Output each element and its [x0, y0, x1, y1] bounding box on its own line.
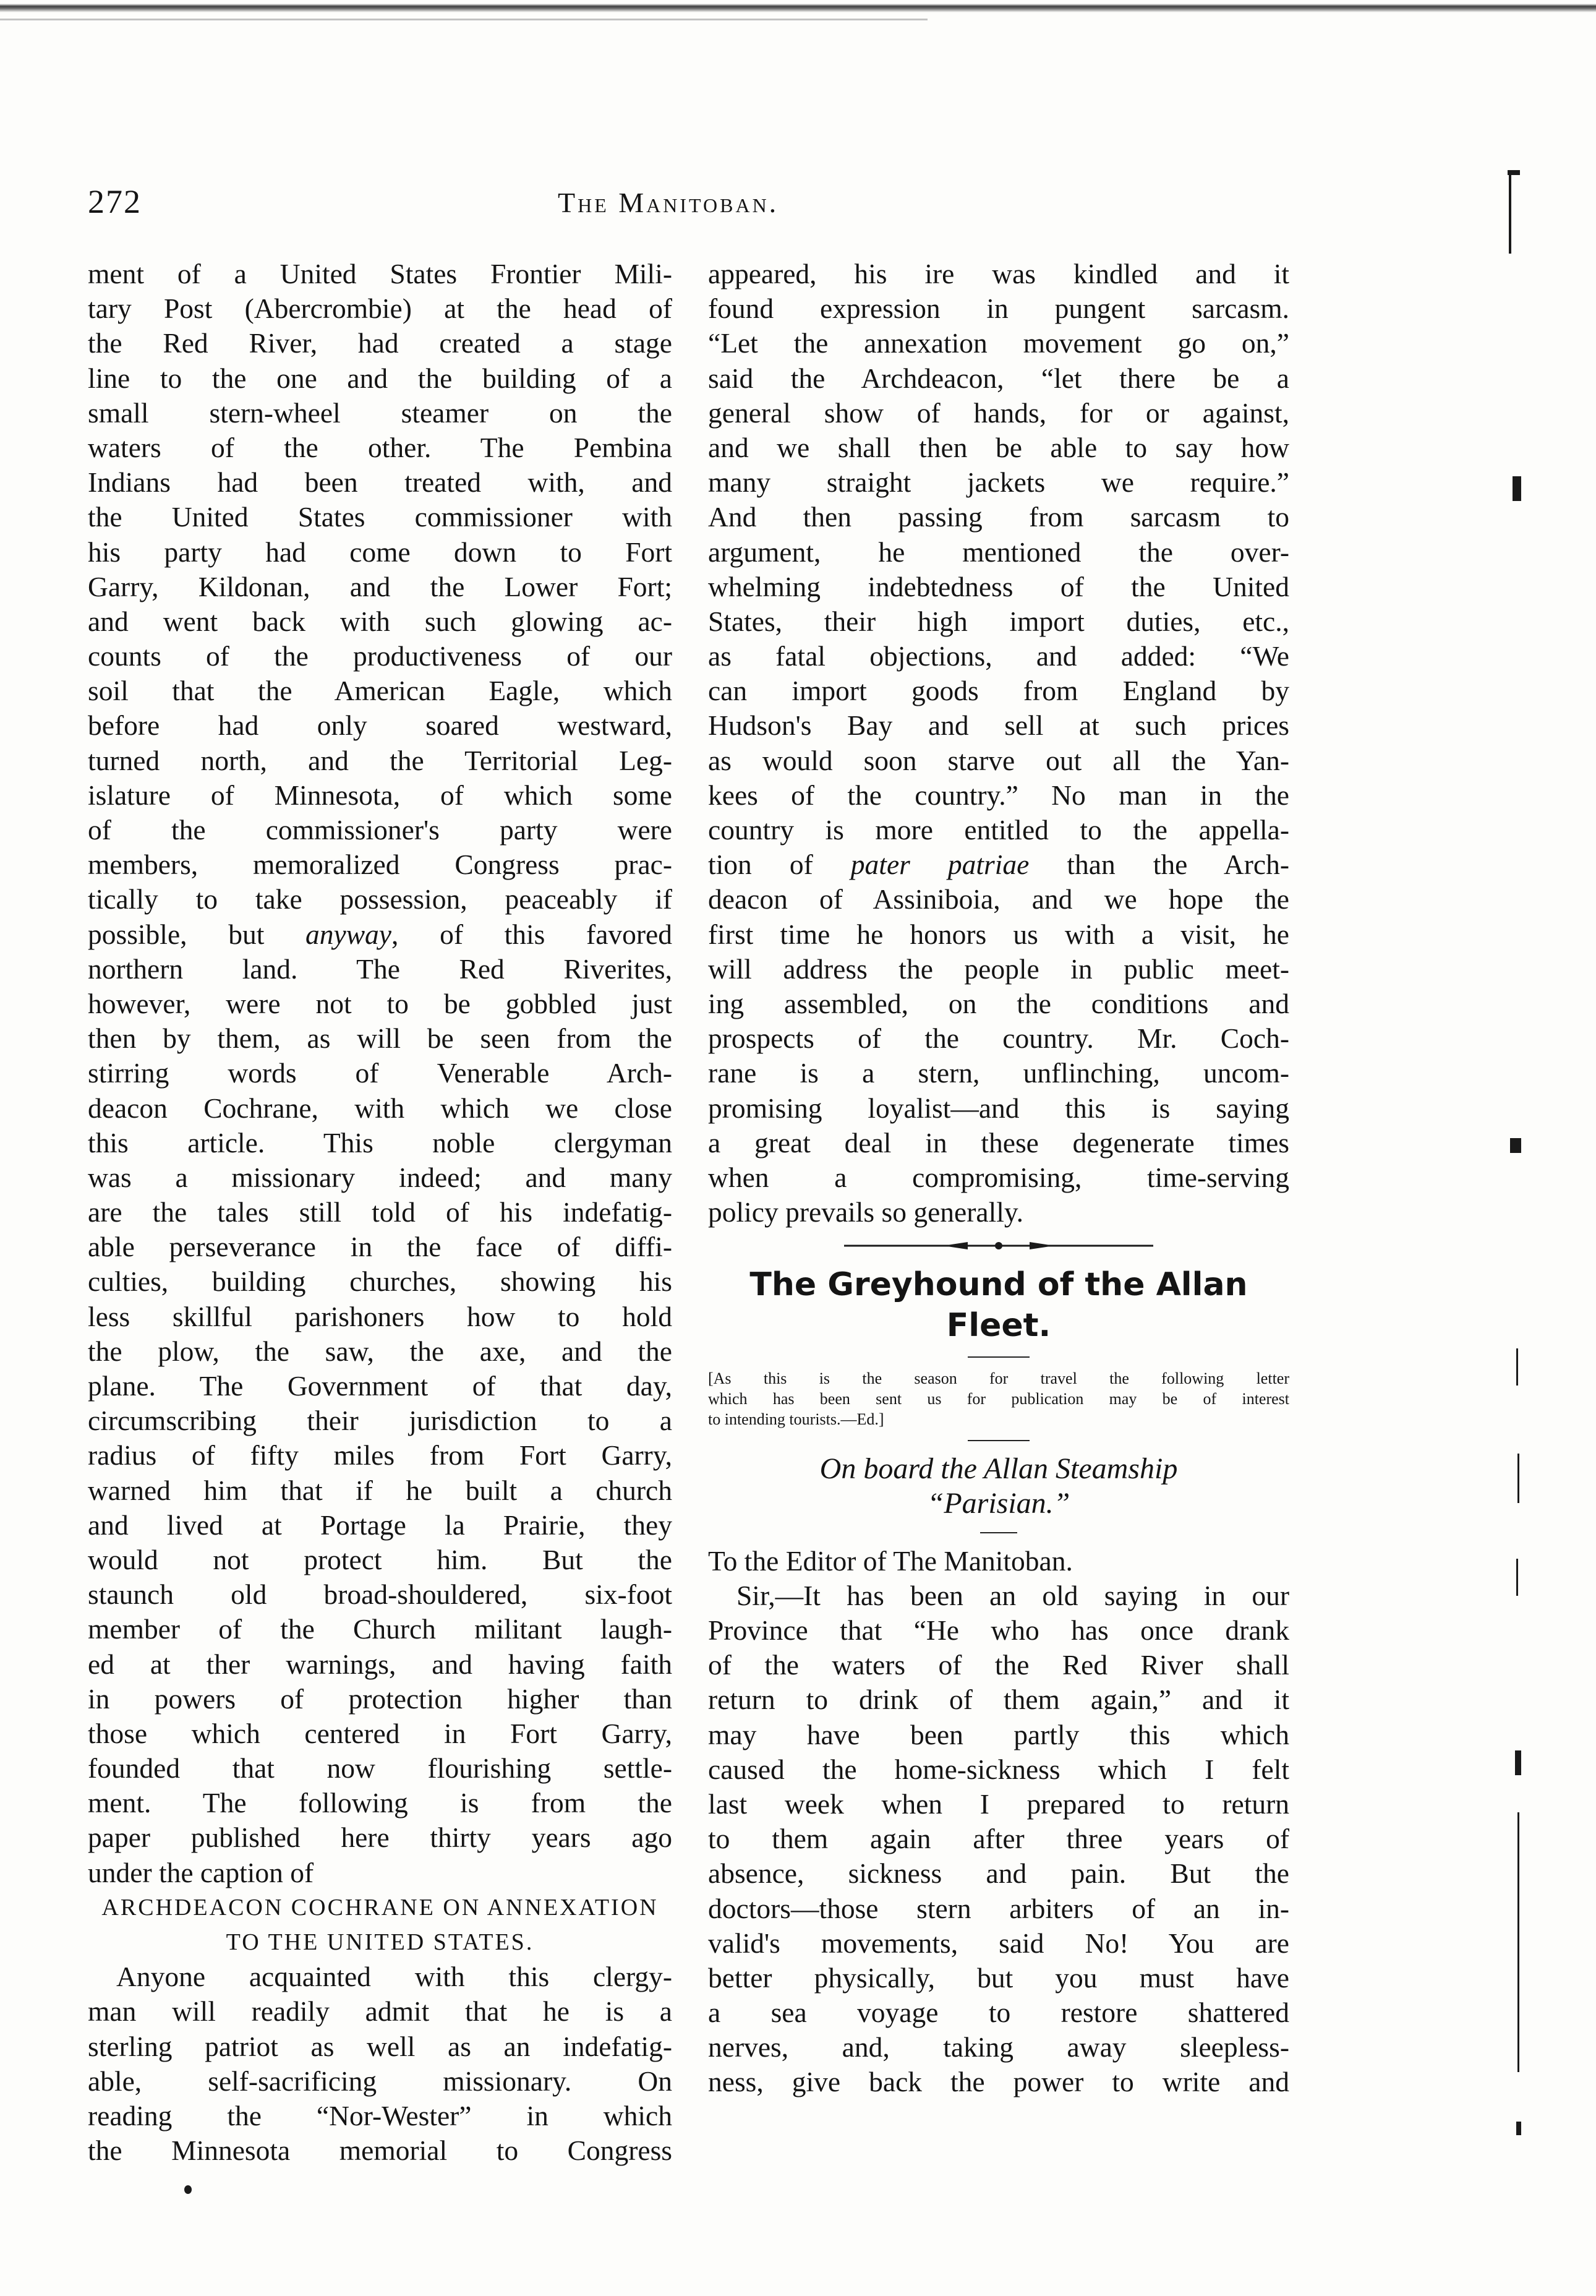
text-line: found expression in pungent sarcasm. — [708, 293, 1289, 325]
text-line: country is more entitled to the appella- — [708, 814, 1289, 846]
ornament-icon — [844, 1238, 1153, 1253]
editor-note-line: [As this is the season for travel the following letter — [708, 1369, 1289, 1388]
text-line: counts of the productiveness of our — [88, 640, 672, 672]
text-line: the Minnesota memorial to Congress — [88, 2135, 672, 2167]
text-line: will address the people in public meet- — [708, 953, 1289, 985]
text-line: sterling patriot as well as an indefatig- — [88, 2030, 672, 2062]
text-line: ed at ther warnings, and having faith — [88, 1648, 672, 1680]
text-line: warned him that if he built a church — [88, 1474, 672, 1506]
dateline-divider — [708, 1522, 1289, 1544]
article-subhead-line-1: ARCHDEACON COCHRANE ON ANNEXATION — [101, 1894, 659, 1921]
text-line: nerves, and, taking away sleepless- — [708, 2031, 1289, 2063]
right-column-body — [708, 257, 1289, 1230]
text-line: absence, sickness and pain. But the — [708, 1857, 1289, 1890]
text-line: possible, but anyway, of this favored — [88, 918, 672, 950]
text-line: under the caption of — [88, 1856, 314, 1888]
text-line: States, their high import duties, etc., — [708, 605, 1289, 637]
text-line: culties, building churches, showing his — [88, 1266, 672, 1298]
text-line: first time he honors us with a visit, he — [708, 918, 1289, 950]
text-line: to them again after three years of — [708, 1823, 1289, 1855]
text-line: And then passing from sarcasm to — [708, 501, 1289, 533]
text-line: when a compromising, time-serving — [708, 1161, 1289, 1193]
right-column — [708, 257, 1289, 2100]
text-line: as would soon starve out all the Yan- — [708, 744, 1289, 776]
text-line: the United States commissioner with — [88, 501, 672, 533]
page-top-edge-shadow — [0, 19, 928, 20]
text-line: are the tales still told of his indefatig- — [88, 1196, 672, 1228]
text-line: was a missionary indeed; and many — [88, 1161, 672, 1193]
text-line: northern land. The Red Riverites, — [88, 953, 672, 985]
text-line: ment of a United States Frontier Mili- — [88, 258, 672, 289]
text-line: of the commissioner's party were — [88, 814, 672, 846]
journal-title: The Manitoban. — [558, 187, 779, 218]
text-line: as fatal objections, and added: “We — [708, 640, 1289, 672]
text-line: waters of the other. The Pembina — [88, 431, 672, 463]
text-line: and we shall then be able to say how — [708, 431, 1289, 463]
text-line: tary Post (Abercrombie) at the head of — [88, 293, 672, 325]
text-line: in powers of protection higher than — [88, 1682, 672, 1715]
dateline-line-1: On board the Allan Steamship — [819, 1452, 1178, 1486]
text-line: those which centered in Fort Garry, — [88, 1717, 672, 1749]
note-divider — [708, 1429, 1289, 1452]
text-line: Province that “He who has once drank — [708, 1614, 1289, 1646]
text-line: however, were not to be gobbled just — [88, 987, 672, 1019]
editor-note-line: to intending tourists.—Ed.] — [708, 1410, 884, 1429]
text-line: many straight jackets we require.” — [708, 466, 1289, 499]
italic-term: pater patriae — [850, 849, 1030, 881]
text-line: of the waters of the Red River shall — [708, 1649, 1289, 1681]
text-line: Sir,—It has been an old saying in our — [736, 1579, 1289, 1611]
text-line: doctors—those stern arbiters of an in- — [708, 1892, 1289, 1924]
text-line: said the Archdeacon, “let there be a — [708, 362, 1289, 394]
text-line: prospects of the country. Mr. Coch- — [708, 1022, 1289, 1055]
text-line: argument, he mentioned the over- — [708, 536, 1289, 568]
text-line: islature of Minnesota, of which some — [88, 779, 672, 811]
text-line: Garry, Kildonan, and the Lower Fort; — [88, 570, 672, 602]
text-line: caused the home-sickness which I felt — [708, 1753, 1289, 1785]
text-line: line to the one and the building of a — [88, 362, 672, 394]
text-line: valid's movements, said No! You are — [708, 1927, 1289, 1959]
text-line: ness, give back the power to write and — [708, 2066, 1289, 2098]
section-divider-ornament — [708, 1230, 1289, 1264]
text-line: a sea voyage to restore shattered — [708, 1997, 1289, 2029]
text-line: Hudson's Bay and sell at such prices — [708, 709, 1289, 742]
running-head — [88, 182, 1294, 232]
text-line: circumscribing their jurisdiction to a — [88, 1405, 672, 1437]
text-line: tion of pater patriae than the Arch- — [708, 849, 1289, 881]
left-column-body-continued — [88, 1960, 672, 2168]
text-line: Indians had been treated with, and — [88, 466, 672, 499]
letter-salutation: To the Editor of The Manitoban. — [708, 1544, 1073, 1577]
stray-mark — [184, 2185, 192, 2194]
section-title-line-1: The Greyhound of the Allan — [749, 1266, 1248, 1304]
text-line: this article. This noble clergyman — [88, 1126, 672, 1159]
dateline-line-2: “Parisian.” — [927, 1487, 1070, 1520]
binding-marks — [1472, 155, 1546, 2196]
text-line: turned north, and the Territorial Leg- — [88, 744, 672, 776]
text-line: able perseverance in the face of diffi- — [88, 1231, 672, 1263]
text-line: general show of hands, for or against, — [708, 396, 1289, 429]
title-divider — [708, 1346, 1289, 1368]
text-line: ment. The following is from the — [88, 1787, 672, 1819]
text-line: radius of fifty miles from Fort Garry, — [88, 1439, 672, 1471]
text-line: stirring words of Venerable Arch- — [88, 1057, 672, 1089]
text-line: whelming indebtedness of the United — [708, 570, 1289, 602]
text-line: able, self-sacrificing missionary. On — [88, 2065, 672, 2097]
text-line: “Let the annexation movement go on,” — [708, 327, 1289, 359]
text-line: man will readily admit that he is a — [88, 1995, 672, 2028]
editor-note — [708, 1368, 1289, 1429]
text-line: less skillful parishoners how to hold — [88, 1300, 672, 1332]
text-line: may have been partly this which — [708, 1718, 1289, 1750]
text-line: deacon of Assiniboia, and we hope the — [708, 883, 1289, 915]
text-line: small stern-wheel steamer on the — [88, 396, 672, 429]
text-line: deacon Cochrane, with which we close — [88, 1092, 672, 1124]
text-line: last week when I prepared to return — [708, 1788, 1289, 1820]
text-line: policy prevails so generally. — [708, 1196, 1024, 1228]
left-column-body — [88, 257, 672, 1890]
text-line: tically to take possession, peaceably if — [88, 883, 672, 915]
text-line: and went back with such glowing ac- — [88, 605, 672, 637]
text-line: promising loyalist—and this is saying — [708, 1092, 1289, 1124]
text-line: plane. The Government of that day, — [88, 1370, 672, 1402]
page-top-edge — [0, 4, 1596, 12]
text-line: a great deal in these degenerate times — [708, 1126, 1289, 1159]
text-line: and lived at Portage la Prairie, they — [88, 1509, 672, 1541]
text-line: before had only soared westward, — [88, 709, 672, 742]
text-line: member of the Church militant laugh- — [88, 1613, 672, 1645]
text-line: the Red River, had created a stage — [88, 327, 672, 359]
text-line: would not protect him. But the — [88, 1543, 672, 1575]
text-line: ing assembled, on the conditions and — [708, 987, 1289, 1019]
text-line: the plow, the saw, the axe, and the — [88, 1335, 672, 1367]
text-line: founded that now flourishing settle- — [88, 1752, 672, 1784]
text-line: Anyone acquainted with this clergy- — [116, 1961, 672, 1993]
letter-body — [708, 1578, 1289, 2100]
article-subhead-line-2: TO THE UNITED STATES. — [226, 1929, 534, 1955]
text-line: members, memoralized Congress prac- — [88, 849, 672, 881]
text-line: return to drink of them again,” and it — [708, 1684, 1289, 1716]
text-line: better physically, but you must have — [708, 1961, 1289, 1994]
text-line: his party had come down to Fort — [88, 536, 672, 568]
text-line: can import goods from England by — [708, 675, 1289, 707]
editor-note-line: which has been sent us for publication may be of interest — [708, 1390, 1289, 1408]
text-line: kees of the country.” No man in the — [708, 779, 1289, 811]
page-number: 272 — [88, 183, 142, 220]
text-line: soil that the American Eagle, which — [88, 675, 672, 707]
text-line: paper published here thirty years ago — [88, 1822, 672, 1854]
text-line: rane is a stern, unflinching, uncom- — [708, 1057, 1289, 1089]
left-column — [88, 257, 672, 2168]
italic-term: anyway — [305, 918, 392, 950]
text-line: staunch old broad-shouldered, six-foot — [88, 1578, 672, 1611]
section-title-line-2: Fleet. — [946, 1307, 1051, 1345]
text-line: then by them, as will be seen from the — [88, 1022, 672, 1055]
text-line: reading the “Nor-Wester” in which — [88, 2099, 672, 2131]
text-line: appeared, his ire was kindled and it — [708, 258, 1289, 289]
